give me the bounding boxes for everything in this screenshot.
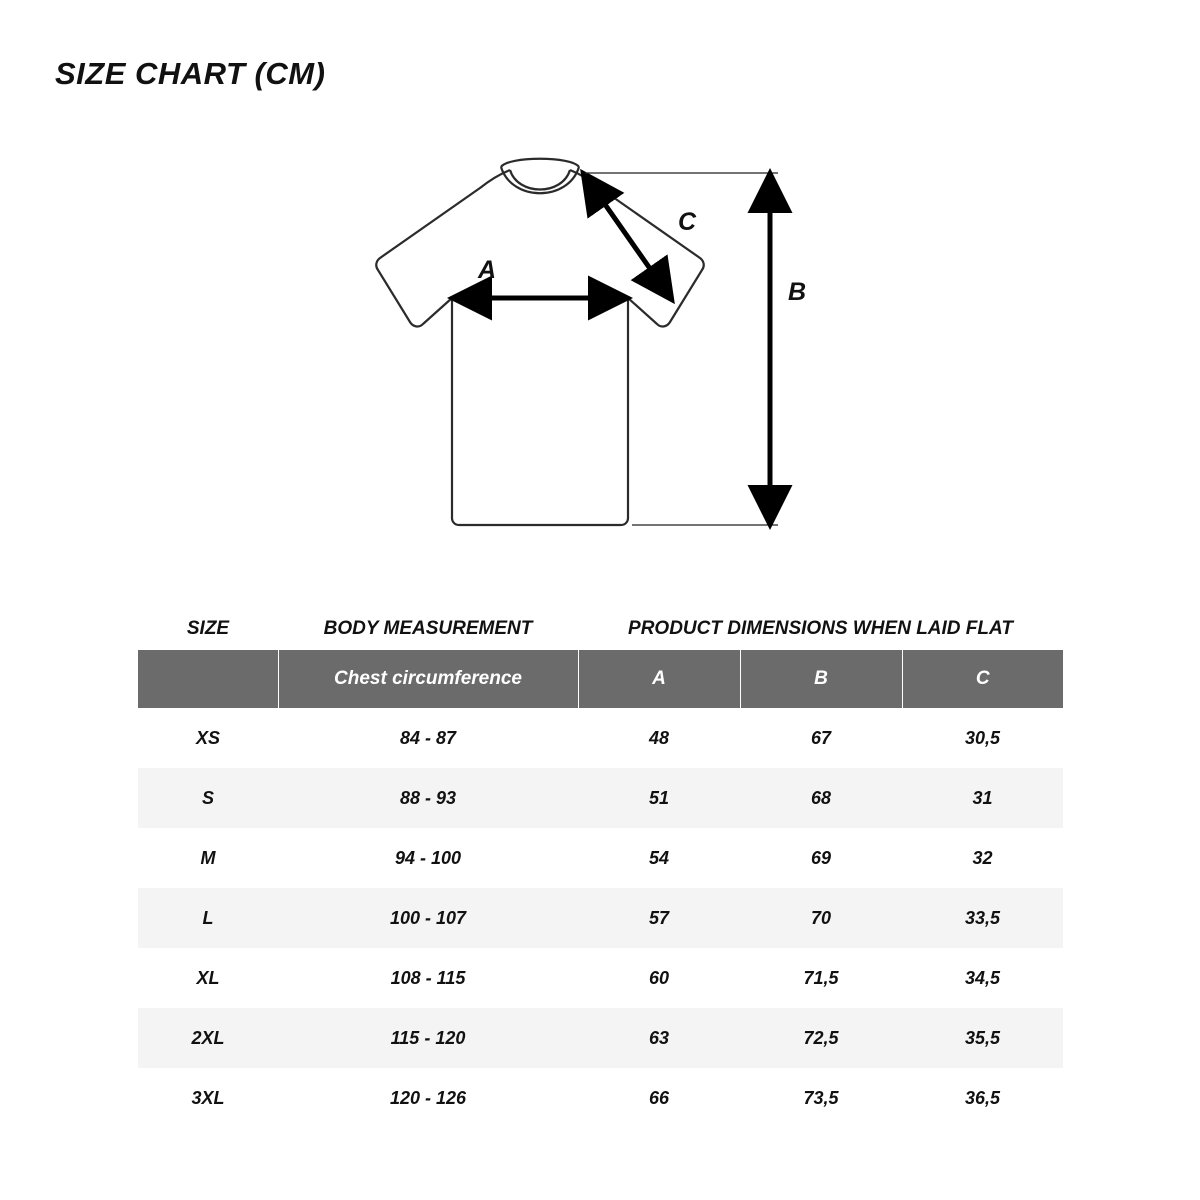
size-table-container [138, 608, 1063, 1128]
cell-size: 2XL [138, 1008, 278, 1068]
cell-b: 71,5 [740, 948, 902, 1008]
group-header-body-measurement: BODY MEASUREMENT [323, 618, 533, 639]
group-header-product-dimensions: PRODUCT DIMENSIONS WHEN LAID FLAT [628, 618, 1013, 639]
column-header-c: C [902, 650, 1063, 708]
cell-chest: 84 - 87 [278, 708, 578, 768]
cell-b: 69 [740, 828, 902, 888]
page-title: SIZE CHART (CM) [55, 56, 326, 91]
cell-b: 72,5 [740, 1008, 902, 1068]
cell-c: 30,5 [902, 708, 1063, 768]
cell-chest: 94 - 100 [278, 828, 578, 888]
size-chart-table [138, 650, 1063, 1128]
cell-size: M [138, 828, 278, 888]
diagram-label-a: A [478, 256, 497, 284]
table-row [138, 948, 1063, 1008]
table-row [138, 768, 1063, 828]
cell-size: XS [138, 708, 278, 768]
table-header-row [138, 650, 1063, 708]
cell-chest: 88 - 93 [278, 768, 578, 828]
cell-a: 48 [578, 708, 740, 768]
tshirt-icon [340, 140, 860, 560]
cell-size: L [138, 888, 278, 948]
table-group-headers [138, 608, 1063, 650]
cell-chest: 100 - 107 [278, 888, 578, 948]
cell-a: 51 [578, 768, 740, 828]
diagram-label-b: B [788, 278, 807, 306]
cell-a: 60 [578, 948, 740, 1008]
cell-b: 68 [740, 768, 902, 828]
cell-b: 70 [740, 888, 902, 948]
cell-a: 54 [578, 828, 740, 888]
cell-c: 33,5 [902, 888, 1063, 948]
cell-chest: 115 - 120 [278, 1008, 578, 1068]
group-header-size: SIZE [186, 618, 230, 639]
cell-chest: 108 - 115 [278, 948, 578, 1008]
tshirt-measurement-diagram [340, 140, 860, 560]
diagram-label-c: C [678, 208, 697, 236]
table-row [138, 708, 1063, 768]
cell-b: 67 [740, 708, 902, 768]
cell-size: 3XL [138, 1068, 278, 1128]
table-row [138, 888, 1063, 948]
cell-size: XL [138, 948, 278, 1008]
column-header-a: A [578, 650, 740, 708]
cell-c: 32 [902, 828, 1063, 888]
cell-c: 34,5 [902, 948, 1063, 1008]
column-header-b: B [740, 650, 902, 708]
column-header-size [138, 650, 278, 708]
cell-a: 63 [578, 1008, 740, 1068]
table-row [138, 1008, 1063, 1068]
cell-c: 36,5 [902, 1068, 1063, 1128]
cell-c: 35,5 [902, 1008, 1063, 1068]
cell-size: S [138, 768, 278, 828]
table-row [138, 1068, 1063, 1128]
cell-b: 73,5 [740, 1068, 902, 1128]
cell-a: 57 [578, 888, 740, 948]
cell-a: 66 [578, 1068, 740, 1128]
cell-chest: 120 - 126 [278, 1068, 578, 1128]
column-header-chest: Chest circumference [278, 650, 578, 708]
table-row [138, 828, 1063, 888]
cell-c: 31 [902, 768, 1063, 828]
